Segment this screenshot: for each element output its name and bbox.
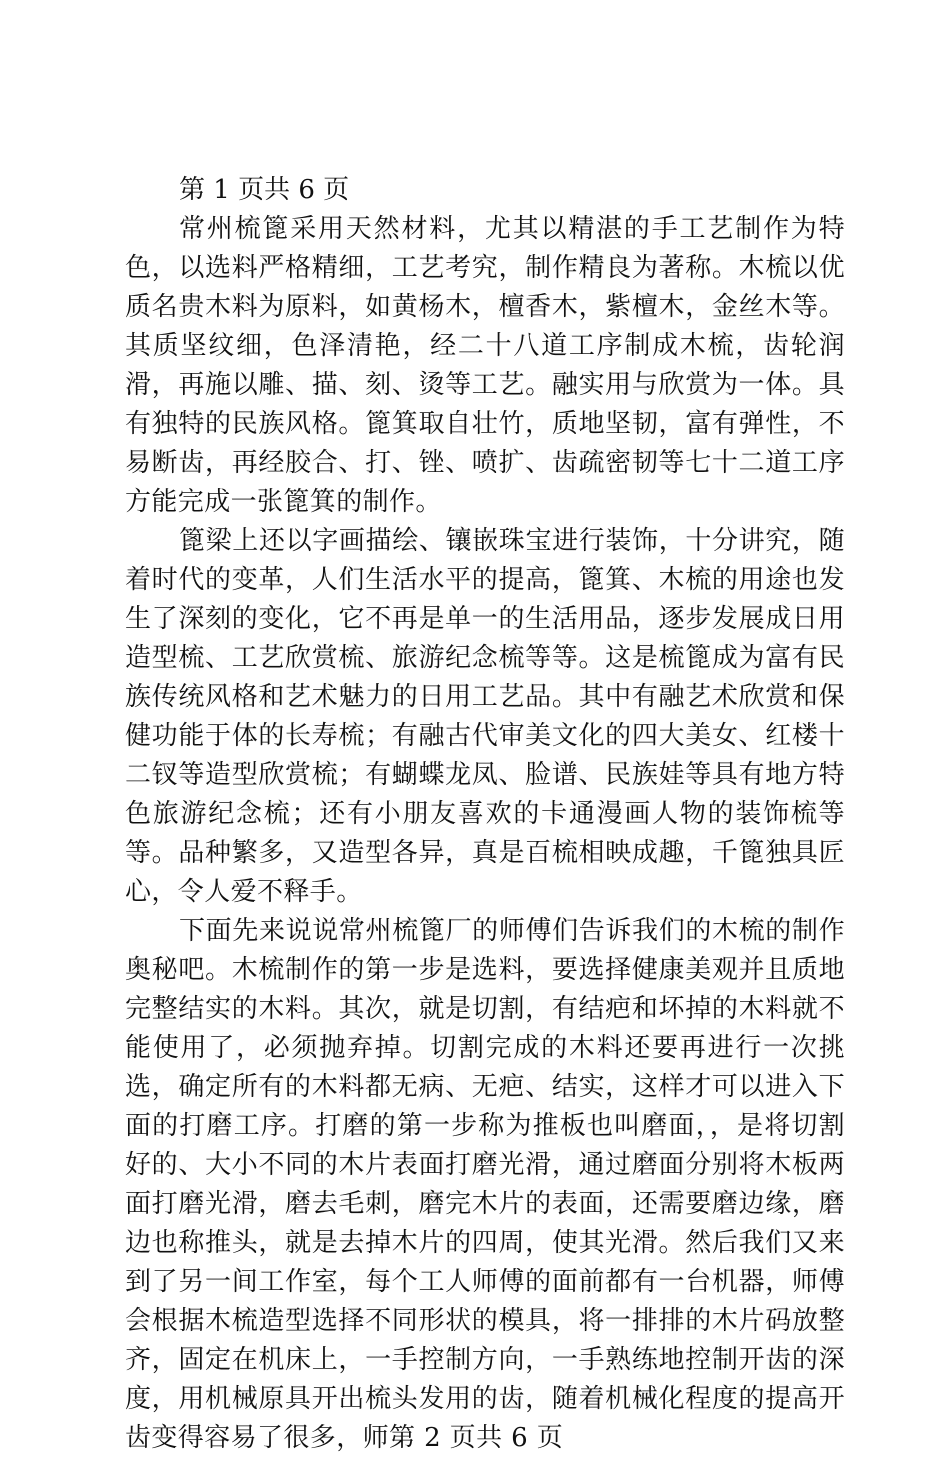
paragraph-1: 常州梳篦采用天然材料，尤其以精湛的手工艺制作为特色，以选料严格精细，工艺考究，制作精良为著称。木梳以优质名贵木料为原料，如黄杨木，檀香木，紫檀木，金丝木等。其质坚纹细，色泽清艳，经二十八道工序制成木梳，齿轮润滑，再施以雕、描、刻、烫等工艺。融实用与欣赏为一体。具有独特的民族风格。篦箕取自壮竹，质地坚韧，富有弹性，不易断齿，再经胶合、打、锉、喷扩、齿疏密韧等七十二道工序方能完成一张篦箕的制作。	[125, 214, 845, 517]
paragraph-2: 篦梁上还以字画描绘、镶嵌珠宝进行装饰，十分讲究，随着时代的变革，人们生活水平的提高，篦箕、木梳的用途也发生了深刻的变化，它不再是单一的生活用品，逐步发展成日用造型梳、工艺欣赏梳、旅游纪念梳等等。这是梳篦成为富有民族传统风格和艺术魅力的日用工艺品。其中有融艺术欣赏和保健功能于体的长寿梳；有融古代审美文化的四大美女、红楼十二钗等造型欣赏梳；有蝴蝶龙凤、脸谱、民族娃等具有地方特色旅游纪念梳；还有小朋友喜欢的卡通漫画人物的装饰梳等等。品种繁多，又造型各异，真是百梳相映成趣，千篦独具匠心，令人爱不释手。	[125, 526, 845, 907]
paragraph-3: 下面先来说说常州梳篦厂的师傅们告诉我们的木梳的制作奥秘吧。木梳制作的第一步是选料，要选择健康美观并且质地完整结实的木料。其次，就是切割，有结疤和坏掉的木料就不能使用了，必须抛弃掉。切割完成的木料还要再进行一次挑选，确定所有的木料都无病、无疤、结实，这样才可以进入下面的打磨工序。打磨的第一步称为推板也叫磨面，，是将切割好的、大小不同的木片表面打磨光滑，通过磨面分别将木板两面打磨光滑，磨去毛刺，磨完木片的表面，还需要磨边缘，磨边也称推头，就是去掉木片的四周，使其光滑。然后我们又来到了另一间工作室，每个工人师傅的面前都有一台机器，师傅会根据木梳造型选择不同形状的模具，将一排排的木片码放整齐，固定在机床上，一手控制方向，一手熟练地控制开齿的深度，用机械原具开出梳头发用的齿，随着机械化程度的提高开齿变得容易了很多，师第 2 页共 6 页	[125, 916, 845, 1453]
document-body	[125, 171, 845, 1458]
page-number-header: 第 1 页共 6 页	[179, 175, 350, 205]
